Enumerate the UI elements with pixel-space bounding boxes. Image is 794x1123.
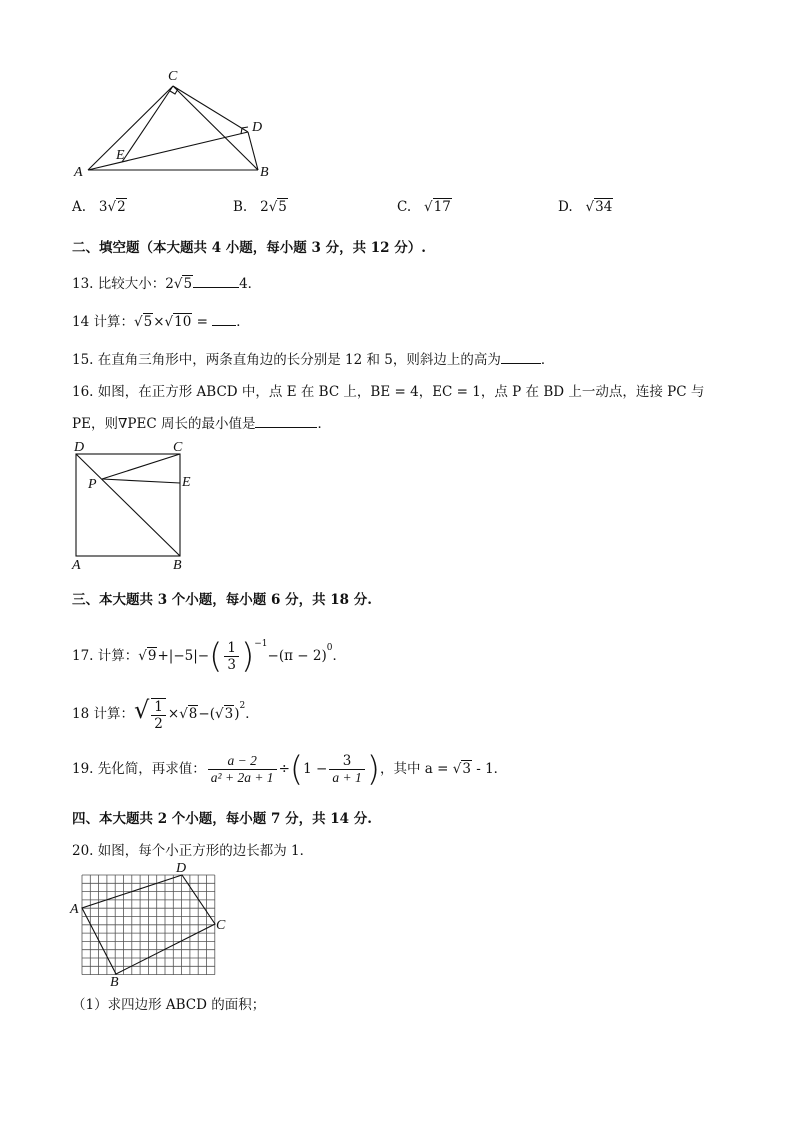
q15-answer-blank[interactable] xyxy=(501,363,541,364)
q20-text: 20. 如图，每个小正方形的边长都为 1． xyxy=(72,843,314,859)
section-4-title: 四、本大题共 2 个小题，每小题 7 分，共 14 分. xyxy=(72,811,372,827)
q20-sub1: （1）求四边形 ABCD 的面积； xyxy=(72,997,266,1013)
label-A: A xyxy=(74,165,83,180)
q13-number: 13. xyxy=(72,276,94,292)
option-coef: 2 xyxy=(260,199,269,215)
q18-text: 计算： xyxy=(93,706,134,722)
label-D: D xyxy=(74,440,85,455)
label-E: E xyxy=(182,475,191,490)
q12-option-d[interactable]: D. √34 xyxy=(558,199,613,215)
q19-end: - 1． xyxy=(471,761,508,777)
q13-radicand: 5 xyxy=(183,276,193,292)
q14-tail: ． xyxy=(236,314,250,330)
option-radicand: 2 xyxy=(117,199,126,215)
label-B: B xyxy=(260,165,269,180)
q18-radicand: 8 xyxy=(188,706,198,722)
q17-abs: |−5| xyxy=(168,648,198,664)
q18-fraction: $\frac{1}{2}$ xyxy=(151,698,166,732)
q17: 17. 计算：√9+|−5|−( $\frac{1}{3}$ )$^{-1}-(\pi - 2)^0$． xyxy=(72,636,346,677)
label-D: D xyxy=(252,120,263,135)
option-radicand: 34 xyxy=(595,199,613,215)
option-key: D. xyxy=(558,199,573,215)
q18-times: × xyxy=(167,706,180,722)
q17-exponent-1: −1 xyxy=(254,639,268,649)
q18-radicand-2: 3 xyxy=(224,706,234,722)
option-key: B. xyxy=(233,199,248,215)
q18: 18 计算：√ $\frac{1}{2}$ $\times√8-(√3)^2$． xyxy=(72,696,259,732)
label-P: P xyxy=(88,477,97,492)
q13-tail: 4． xyxy=(239,276,262,292)
q13-text: 比较大小：2 xyxy=(97,276,174,292)
q14: 14 计算：√5×√10 = ． xyxy=(72,314,250,330)
q16-answer-blank[interactable] xyxy=(255,427,317,428)
q14-radicand-1: 5 xyxy=(143,314,153,330)
q18-end: ． xyxy=(245,706,259,722)
q14-text: 计算： xyxy=(93,314,134,330)
q19-tail: ，其中 a = xyxy=(379,761,453,777)
q17-exponent-0: 0 xyxy=(326,643,333,653)
q17-plus: + xyxy=(157,648,169,664)
q16-text-b: ∇PEC 周长的最小值是 xyxy=(117,416,256,432)
q16-line-1: 16. 如图，在正方形 ABCD 中，点 E 在 BC 上，BE = 4，EC = 1，点 P 在 BD 上一动点，连接 PC 与 xyxy=(72,384,705,400)
label-C: C xyxy=(173,440,183,455)
q12-option-c[interactable]: C. √17 xyxy=(397,199,451,215)
q19-text: 先化简，再求值： xyxy=(97,761,206,777)
q12-option-a[interactable]: A. 3√2 xyxy=(72,199,126,215)
q19-fraction-1: $\frac{a - 2}{\text{a² + 2a + 1}}$ xyxy=(208,753,277,786)
q13-answer-blank[interactable] xyxy=(193,287,239,288)
label-E: E xyxy=(116,148,125,163)
q16-line-2 xyxy=(72,412,331,432)
q14-radicand-2: 10 xyxy=(174,314,192,330)
q15 xyxy=(72,348,554,368)
q17-fraction: $\frac{1}{3}$ xyxy=(224,640,239,673)
option-radicand: 5 xyxy=(278,199,287,215)
q16-text-a: PE，则 xyxy=(72,416,118,432)
q17-minus: − xyxy=(197,648,210,664)
option-coef: 3 xyxy=(98,199,108,215)
q12-triangle-figure xyxy=(60,60,290,185)
q17-tail: −(π − 2) xyxy=(267,648,327,664)
label-B: B xyxy=(110,975,119,990)
q14-times: × xyxy=(153,314,165,330)
q20-grid-figure xyxy=(68,858,238,990)
q15-tail: ． xyxy=(540,352,555,368)
q17-text: 计算： xyxy=(97,648,139,664)
q18-number: 18 xyxy=(72,706,90,722)
q18-exponent: 2 xyxy=(239,701,246,711)
option-radicand: 17 xyxy=(433,199,451,215)
label-B: B xyxy=(173,558,182,573)
q13: 13. 比较大小：2√5 4． xyxy=(72,276,262,292)
q12-option-b[interactable]: B. 2√5 xyxy=(233,199,287,215)
section-3-title: 三、本大题共 3 个小题，每小题 6 分，共 18 分. xyxy=(72,592,372,608)
label-C: C xyxy=(168,69,178,84)
grid-lines xyxy=(82,875,215,975)
q19-fraction-2: $\frac{3}{a + 1}$ xyxy=(329,753,364,786)
section-2-title: 二、填空题（本大题共 4 小题，每小题 3 分，共 12 分）. xyxy=(72,240,426,256)
q14-number: 14 xyxy=(72,314,90,330)
q18-minus: − xyxy=(198,706,210,722)
q16-square-figure xyxy=(66,438,206,573)
q19: 19. 先化简，再求值： $\frac{a - 2}{\text{a² + 2a + 1}}$ ÷(1 − $\frac{3}{a + 1}$ )，其中 a = √3 - 1． xyxy=(72,749,508,790)
q17-end: ． xyxy=(332,648,346,664)
q19-radicand: 3 xyxy=(462,761,471,777)
q14-equals: = xyxy=(196,314,208,330)
label-C: C xyxy=(216,918,226,933)
q16-tail: ． xyxy=(317,416,331,432)
label-A: A xyxy=(70,902,79,917)
q15-text: 15. 在直角三角形中，两条直角边的长分别是 12 和 5，则斜边上的高为 xyxy=(72,352,501,368)
label-D: D xyxy=(176,861,187,876)
q19-one-minus: 1 − xyxy=(303,761,328,777)
q19-divide: ÷ xyxy=(278,761,290,777)
label-A: A xyxy=(72,558,81,573)
option-key: C. xyxy=(397,199,412,215)
q17-number: 17. xyxy=(72,648,94,664)
option-key: A. xyxy=(72,199,87,215)
q17-radicand: 9 xyxy=(147,648,157,664)
q19-number: 19. xyxy=(72,761,94,777)
q14-answer-blank[interactable] xyxy=(212,325,236,326)
